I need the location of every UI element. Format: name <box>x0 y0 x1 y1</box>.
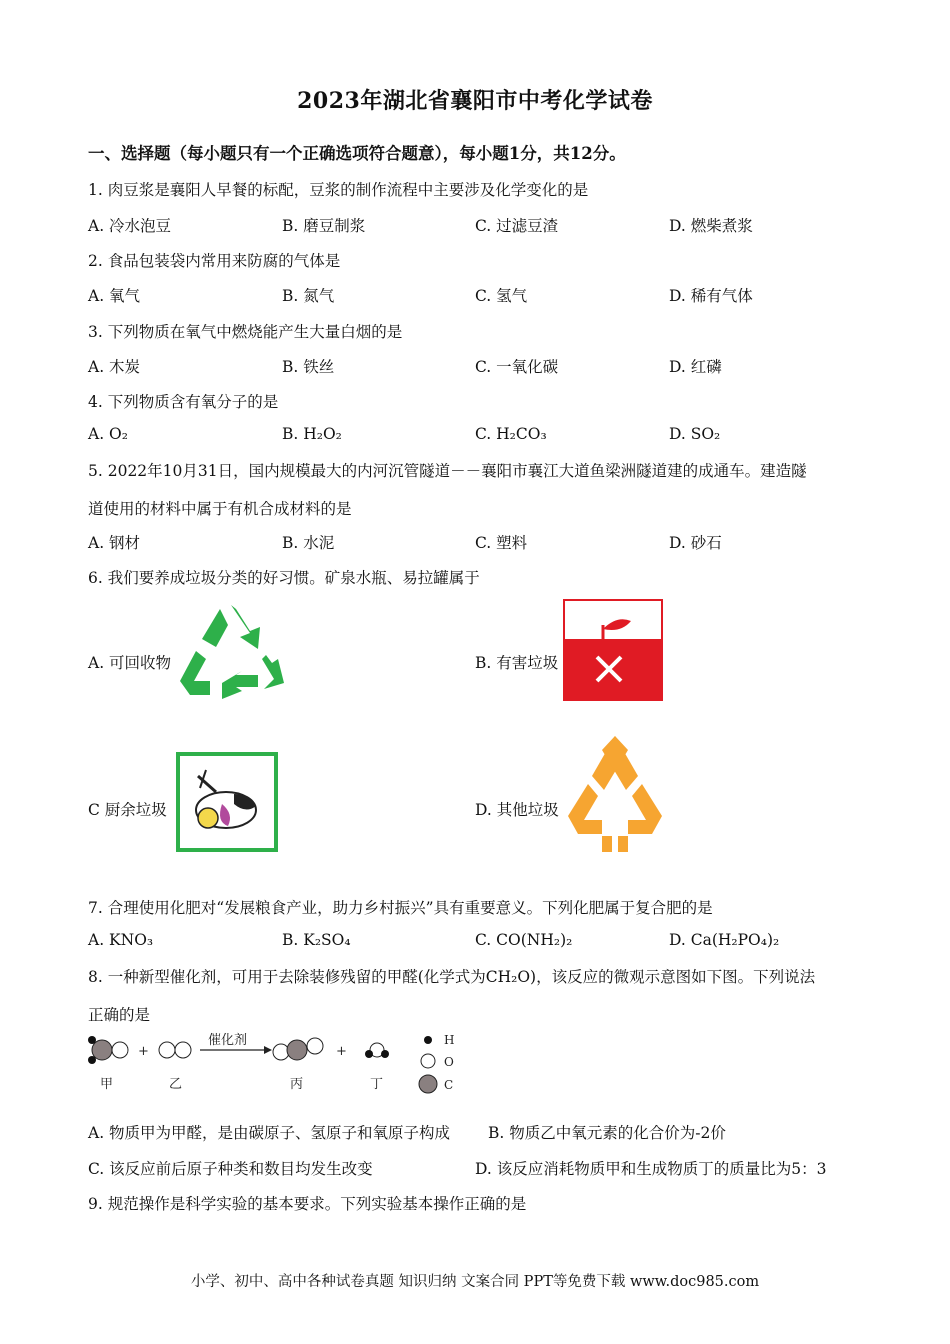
q6-option-a: A. 可回收物 <box>88 654 172 672</box>
q8-option-b: B. 物质乙中氧元素的化合价为-2价 <box>488 1124 726 1142</box>
question-8-stem-line2: 正确的是 <box>88 1006 151 1024</box>
q1-option-a: A. 冷水泡豆 <box>88 217 172 235</box>
question-6-stem: 6. 我们要养成垃圾分类的好习惯。矿泉水瓶、易拉罐属于 <box>88 569 480 587</box>
q3-option-c: C. 一氧化碳 <box>475 358 559 376</box>
question-4-stem: 4. 下列物质含有氧分子的是 <box>88 393 279 411</box>
catalyst-label: 催化剂 <box>208 1033 248 1048</box>
label-ding: 丁 <box>370 1077 384 1092</box>
recycle-icon <box>176 603 286 701</box>
question-7-stem: 7. 合理使用化肥对“发展粮食产业，助力乡村振兴”具有重要意义。下列化肥属于复合肥的是 <box>88 899 713 917</box>
q6-option-d: D. 其他垃圾 <box>475 801 559 819</box>
q5-option-c: C. 塑料 <box>475 534 528 552</box>
label-bing: 丙 <box>290 1077 304 1092</box>
q4-option-d: D. SO₂ <box>669 425 721 443</box>
molecule-bing <box>273 1038 323 1060</box>
page-title: 2023年湖北省襄阳市中考化学试卷 <box>297 88 653 114</box>
q2-option-d: D. 稀有气体 <box>669 287 753 305</box>
q3-option-d: D. 红磷 <box>669 358 722 376</box>
question-8-stem-line1: 8. 一种新型催化剂，可用于去除装修残留的甲醛(化学式为CH₂O)，该反应的微观示意图如下图。下列说法 <box>88 968 816 986</box>
q4-option-b: B. H₂O₂ <box>282 425 342 443</box>
q6-option-c: C 厨余垃圾 <box>88 801 167 819</box>
molecule-jia <box>88 1036 128 1064</box>
kitchen-waste-icon <box>176 752 278 852</box>
q7-option-c: C. CO(NH₂)₂ <box>475 931 573 949</box>
q2-option-a: A. 氧气 <box>88 287 141 305</box>
molecule-ding <box>365 1043 389 1058</box>
hazardous-waste-icon <box>563 599 663 701</box>
q8-option-d: D. 该反应消耗物质甲和生成物质丁的质量比为5：3 <box>475 1160 827 1178</box>
plus-sign-1: + <box>138 1044 149 1059</box>
q7-option-b: B. K₂SO₄ <box>282 931 351 949</box>
other-waste-icon <box>566 736 664 852</box>
q8-option-a: A. 物质甲为甲醛，是由碳原子、氢原子和氧原子构成 <box>88 1124 451 1142</box>
q1-option-d: D. 燃柴煮浆 <box>669 217 753 235</box>
q2-option-c: C. 氢气 <box>475 287 528 305</box>
legend-h: H <box>444 1033 455 1047</box>
q5-option-d: D. 砂石 <box>669 534 722 552</box>
plus-sign-2: + <box>336 1044 347 1059</box>
question-2-stem: 2. 食品包装袋内常用来防腐的气体是 <box>88 252 341 270</box>
legend-o: O <box>444 1055 454 1069</box>
legend-c: C <box>444 1078 454 1092</box>
question-9-stem: 9. 规范操作是科学实验的基本要求。下列实验基本操作正确的是 <box>88 1195 527 1213</box>
q3-option-b: B. 铁丝 <box>282 358 335 376</box>
q7-option-a: A. KNO₃ <box>88 931 154 949</box>
q8-option-c: C. 该反应前后原子种类和数目均发生改变 <box>88 1160 373 1178</box>
molecule-yi <box>159 1042 191 1058</box>
q1-option-c: C. 过滤豆渣 <box>475 217 559 235</box>
q4-option-c: C. H₂CO₃ <box>475 425 547 443</box>
label-yi: 乙 <box>169 1077 183 1092</box>
page-footer: 小学、初中、高中各种试卷真题 知识归纳 文案合同 PPT等免费下载 www.doc985.com <box>190 1274 760 1290</box>
q7-option-d: D. Ca(H₂PO₄)₂ <box>669 931 780 949</box>
q4-option-a: A. O₂ <box>88 425 128 443</box>
question-5-stem-line2: 道使用的材料中属于有机合成材料的是 <box>88 500 352 518</box>
q1-option-b: B. 磨豆制浆 <box>282 217 366 235</box>
section-heading: 一、选择题（每小题只有一个正确选项符合题意），每小题1分，共12分。 <box>88 144 626 163</box>
question-5-stem-line1: 5. 2022年10月31日，国内规模最大的内河沉管隧道－－襄阳市襄江大道鱼梁洲隧道建的成通车。建造隧 <box>88 462 807 480</box>
q5-option-a: A. 钢材 <box>88 534 141 552</box>
label-jia: 甲 <box>100 1077 114 1092</box>
reaction-micro-diagram <box>84 1028 484 1100</box>
question-3-stem: 3. 下列物质在氧气中燃烧能产生大量白烟的是 <box>88 323 403 341</box>
q2-option-b: B. 氮气 <box>282 287 335 305</box>
q6-option-b: B. 有害垃圾 <box>475 654 559 672</box>
question-1-stem: 1. 肉豆浆是襄阳人早餐的标配，豆浆的制作流程中主要涉及化学变化的是 <box>88 181 589 199</box>
q5-option-b: B. 水泥 <box>282 534 335 552</box>
q3-option-a: A. 木炭 <box>88 358 141 376</box>
